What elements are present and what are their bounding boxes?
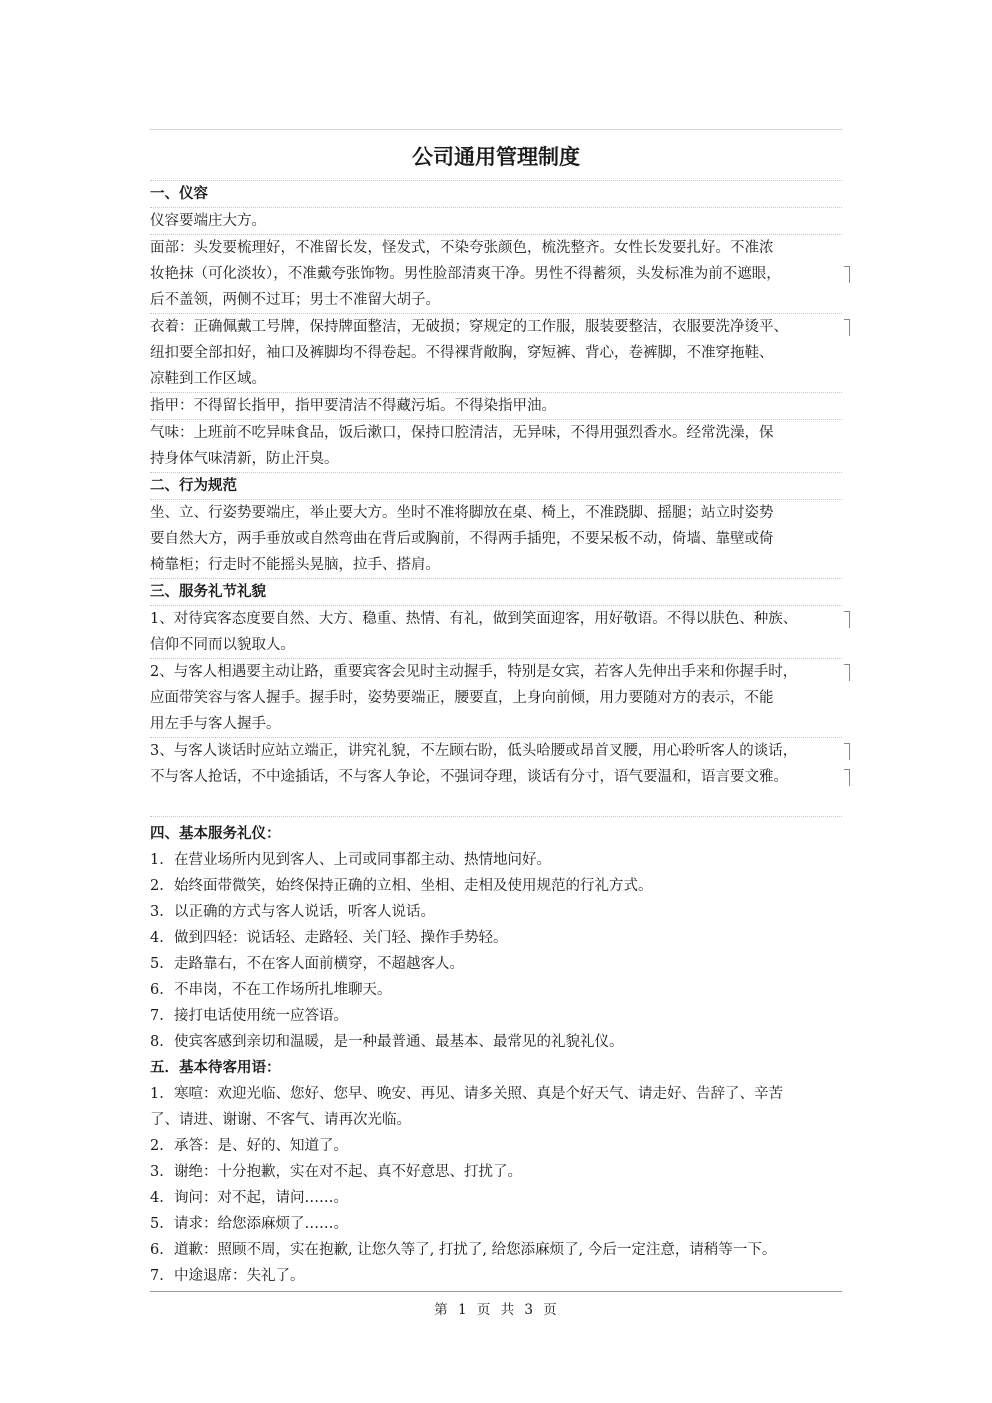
list-item [150,1133,842,1159]
list-text: 道歉：照顾不周，实在抱歉, 让您久等了, 打扰了, 给您添麻烦了, 今后一定注意，请稍等一下。 [174,1242,777,1258]
list-item [150,1211,842,1237]
text-line: 凉鞋到工作区域。 [150,371,266,387]
text-line: 持身体气味清新，防止汗臭。 [150,451,339,467]
list-text: 使宾客感到亲切和温暖，是一种最普通、最基本、最常见的礼貌礼仪。 [174,1034,624,1050]
list-item [150,847,842,873]
list-item [150,951,842,977]
text-line: 用左手与客人握手。 [150,716,281,732]
page-number: 第 1 页 共 3 页 [434,1302,558,1318]
list-item [150,1029,842,1055]
text-line: 信仰不同而以貌取人。 [150,637,295,653]
list-item [150,1159,842,1185]
paragraph-etiquette-2 [150,659,842,738]
phrases-list [150,1081,842,1289]
list-item [150,1185,842,1211]
list-number: 1. [150,1086,164,1102]
list-text: 询问：对不起，请问……。 [174,1190,348,1206]
list-text: 以正确的方式与客人说话，听客人说话。 [174,904,435,920]
text-line: 1、对待宾客态度要自然、大方、稳重、热情、有礼，做到笑面迎客，用好敬语。不得以肤色、种族、 [150,606,842,632]
list-number: 6. [150,982,164,998]
list-number: 2. [150,1138,164,1154]
footer-rule [150,1291,842,1292]
list-text: 做到四轻：说话轻、走路轻、关门轻、操作手势轻。 [174,930,508,946]
text-line: 不与客人抢话，不中途插话，不与客人争论，不强词夺理，谈话有分寸，语气要温和，语言要文雅。 [150,764,842,790]
list-item [150,925,842,951]
paragraph-etiquette-3 [150,738,842,790]
list-number: 6. [150,1242,164,1258]
list-item [150,977,842,1003]
list-number: 1. [150,852,164,868]
list-number: 7. [150,1008,164,1024]
list-item [150,1263,842,1289]
text-line: 椅靠柜；行走时不能摇头晃脑，拉手、搭肩。 [150,557,440,573]
list-text: 承答：是、好的、知道了。 [174,1138,348,1154]
text-line: 妆艳抹（可化淡妆），不准戴夸张饰物。男性脸部清爽干净。男性不得蓄须，头发标准为前不遮眼， [150,261,842,287]
paragraph-odor [150,420,842,473]
list-number: 8. [150,1034,164,1050]
spacer [150,790,842,817]
list-text: 始终面带微笑，始终保持正确的立相、坐相、走相及使用规范的行礼方式。 [174,878,653,894]
text-line: 仪容要端庄大方。 [150,213,266,229]
page-content [150,129,842,1292]
list-number: 4. [150,1190,164,1206]
text-line: 应面带笑容与客人握手。握手时，姿势要端正，腰要直，上身向前倾，用力要随对方的表示，不能 [150,690,774,706]
list-number: 5. [150,1216,164,1232]
section-heading-behavior: 二、行为规范 [150,473,842,500]
text-line: 衣着：正确佩戴工号牌，保持牌面整洁，无破损；穿规定的工作服，服装要整洁，衣服要洗净烫平、 [150,314,842,340]
text-line: 要自然大方，两手垂放或自然弯曲在背后或胸前，不得两手插兜，不要呆板不动，倚墙、靠壁或倚 [150,531,774,547]
list-text: 中途退席：失礼了。 [174,1268,305,1284]
service-list [150,847,842,1055]
paragraph-dress [150,314,842,393]
list-text: 在营业场所内见到客人、上司或同事都主动、热情地问好。 [174,852,551,868]
list-text: 接打电话使用统一应答语。 [174,1008,348,1024]
list-number: 4. [150,930,164,946]
paragraph-behavior [150,500,842,579]
list-text: 寒喧：欢迎光临、您好、您早、晚安、再见、请多关照、真是个好天气、请走好、告辞了、辛苦 [174,1086,783,1102]
text-line: 2、与客人相遇要主动让路，重要宾客会见时主动握手，特别是女宾，若客人先伸出手来和你握手时， [150,659,842,685]
list-number: 5. [150,956,164,972]
list-number: 3. [150,904,164,920]
text-line: 坐、立、行姿势要端庄，举止要大方。坐时不准将脚放在桌、椅上，不准跷脚、摇腿；站立时姿势 [150,505,774,521]
list-text: 请求：给您添麻烦了……。 [174,1216,348,1232]
list-item-continuation: 了、请进、谢谢、不客气、请再次光临。 [150,1112,411,1128]
text-line: 面部：头发要梳理好，不准留长发，怪发式，不染夸张颜色，梳洗整齐。女性长发要扎好。不准浓 [150,240,774,256]
paragraph-face [150,235,842,314]
document-title: 公司通用管理制度 [150,130,842,181]
list-number: 3. [150,1164,164,1180]
list-item [150,873,842,899]
section-heading-appearance: 一、仪容 [150,181,842,208]
list-item [150,1003,842,1029]
section-heading-phrases: 五．基本待客用语： [150,1060,281,1076]
text-line: 气味：上班前不吃异味食品，饭后漱口，保持口腔清洁，无异味，不得用强烈香水。经常洗澡，保 [150,425,774,441]
list-item [150,1237,842,1263]
text-line: 指甲：不得留长指甲，指甲要清洁不得藏污垢。不得染指甲油。 [150,398,556,414]
text-line: 纽扣要全部扣好，袖口及裤脚均不得卷起。不得裸背敞胸，穿短裤、背心，卷裤脚，不准穿拖鞋、 [150,345,774,361]
list-text: 谢绝：十分抱歉，实在对不起、真不好意思、打扰了。 [174,1164,522,1180]
section-heading-service: 四、基本服务礼仪： [150,826,281,842]
list-text: 不串岗，不在工作场所扎堆聊天。 [174,982,392,998]
paragraph-nails [150,393,842,420]
list-number: 7. [150,1268,164,1284]
text-line: 后不盖领，两侧不过耳；男士不准留大胡子。 [150,292,440,308]
paragraph-intro [150,208,842,235]
list-number: 2. [150,878,164,894]
section-heading-etiquette: 三、服务礼节礼貌 [150,579,842,606]
paragraph-etiquette-1 [150,606,842,659]
text-line: 3、与客人谈话时应站立端正，讲究礼貌，不左顾右盼，低头哈腰或昂首叉腰，用心聆听客人的谈话， [150,738,842,764]
list-text: 走路靠右，不在客人面前横穿，不超越客人。 [174,956,464,972]
list-item [150,1081,842,1107]
list-item [150,899,842,925]
